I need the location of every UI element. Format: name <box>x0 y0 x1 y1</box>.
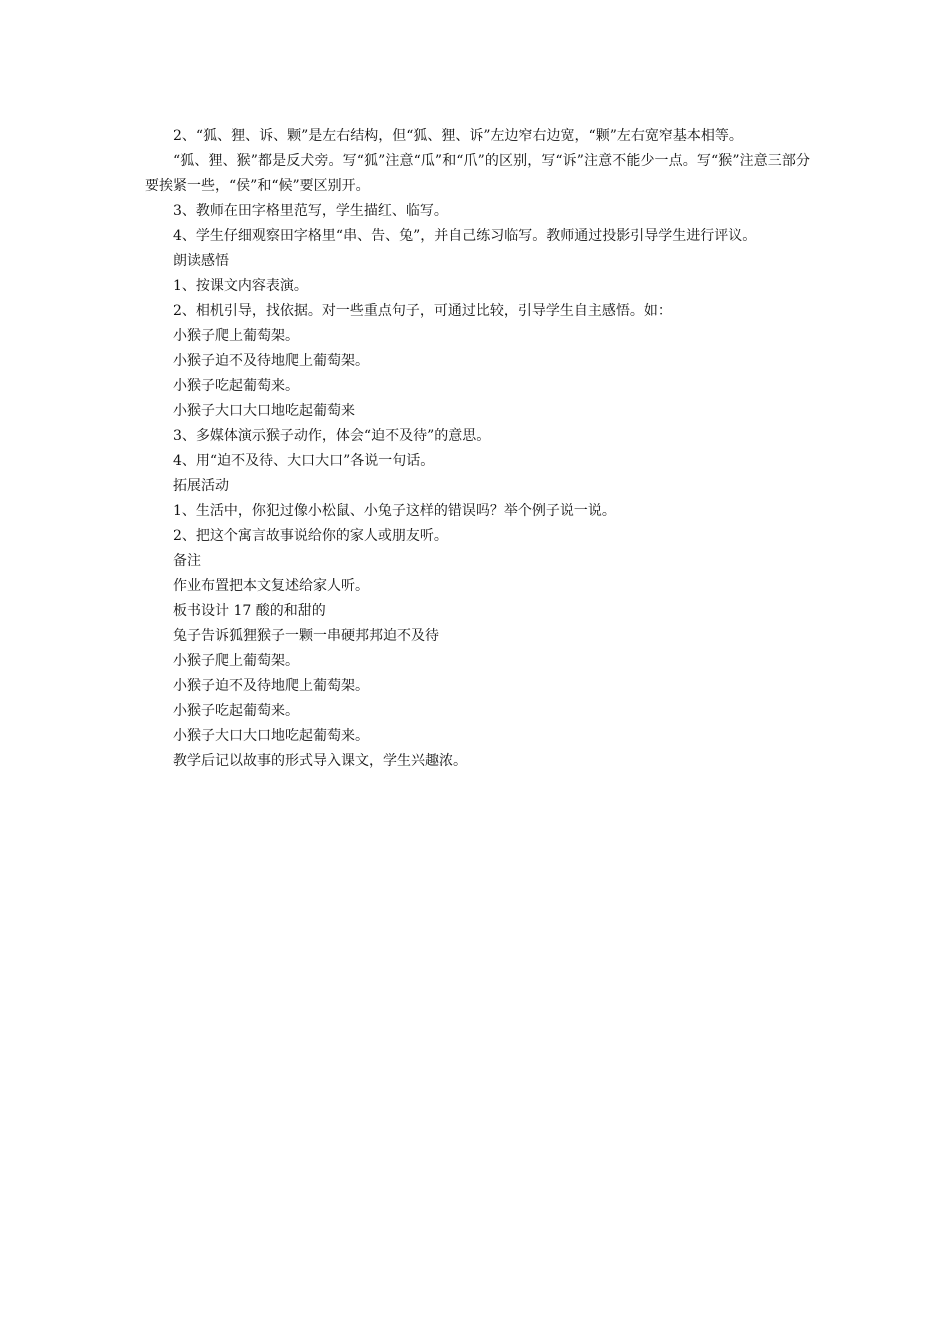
example-sentence: 小猴子吃起葡萄来。 <box>173 703 299 719</box>
example-sentence: 小猴子爬上葡萄架。 <box>173 328 299 344</box>
paragraph-item: 2、把这个寓言故事说给你的家人或朋友听。 <box>173 528 448 544</box>
paragraph-board-design: 板书设计 17 酸的和甜的 <box>173 603 326 619</box>
paragraph-item: 1、按课文内容表演。 <box>173 278 308 294</box>
paragraph-item: 2、相机引导，找依据。对一些重点句子，可通过比较，引导学生自主感悟。如： <box>173 303 672 319</box>
example-sentence: 小猴子大口大口地吃起葡萄来 <box>173 403 355 419</box>
example-sentence: 小猴子爬上葡萄架。 <box>173 653 299 669</box>
paragraph-item: 3、多媒体演示猴子动作，体会“迫不及待”的意思。 <box>173 428 491 444</box>
example-sentence: 小猴子吃起葡萄来。 <box>173 378 299 394</box>
paragraph-student-practice: 4、学生仔细观察田字格里“串、告、兔”，并自己练习临写。教师通过投影引导学生进行评议。 <box>173 228 757 244</box>
paragraph-reflection: 教学后记以故事的形式导入课文，学生兴趣浓。 <box>173 753 467 769</box>
paragraph-board-words: 兔子告诉狐狸猴子一颗一串硬邦邦迫不及待 <box>173 628 439 644</box>
example-sentence: 小猴子迫不及待地爬上葡萄架。 <box>173 353 369 369</box>
paragraph-structure-note: 2、“狐、狸、诉、颗”是左右结构，但“狐、狸、诉”左边窄右边宽，“颗”左右宽窄基本相等。 <box>173 128 743 144</box>
paragraph-homework: 作业布置把本文复述给家人听。 <box>173 578 369 594</box>
paragraph-radical-note: “狐、狸、猴”都是反犬旁。写“狐”注意“瓜”和“爪”的区别，写“诉”注意不能少一点。写“猴”注意三部分要挨紧一些，“侯”和“候”要区别开。 <box>145 153 810 194</box>
section-heading-reading: 朗读感悟 <box>173 253 229 269</box>
paragraph-item: 1、生活中，你犯过像小松鼠、小兔子这样的错误吗？举个例子说一说。 <box>173 503 616 519</box>
paragraph-teacher-demo: 3、教师在田字格里范写，学生描红、临写。 <box>173 203 448 219</box>
example-sentence: 小猴子大口大口地吃起葡萄来。 <box>173 728 369 744</box>
section-heading-extension: 拓展活动 <box>173 478 229 494</box>
paragraph-item: 4、用“迫不及待、大口大口”各说一句话。 <box>173 453 435 469</box>
document-body <box>145 124 810 774</box>
section-heading-notes: 备注 <box>173 553 201 569</box>
example-sentence: 小猴子迫不及待地爬上葡萄架。 <box>173 678 369 694</box>
